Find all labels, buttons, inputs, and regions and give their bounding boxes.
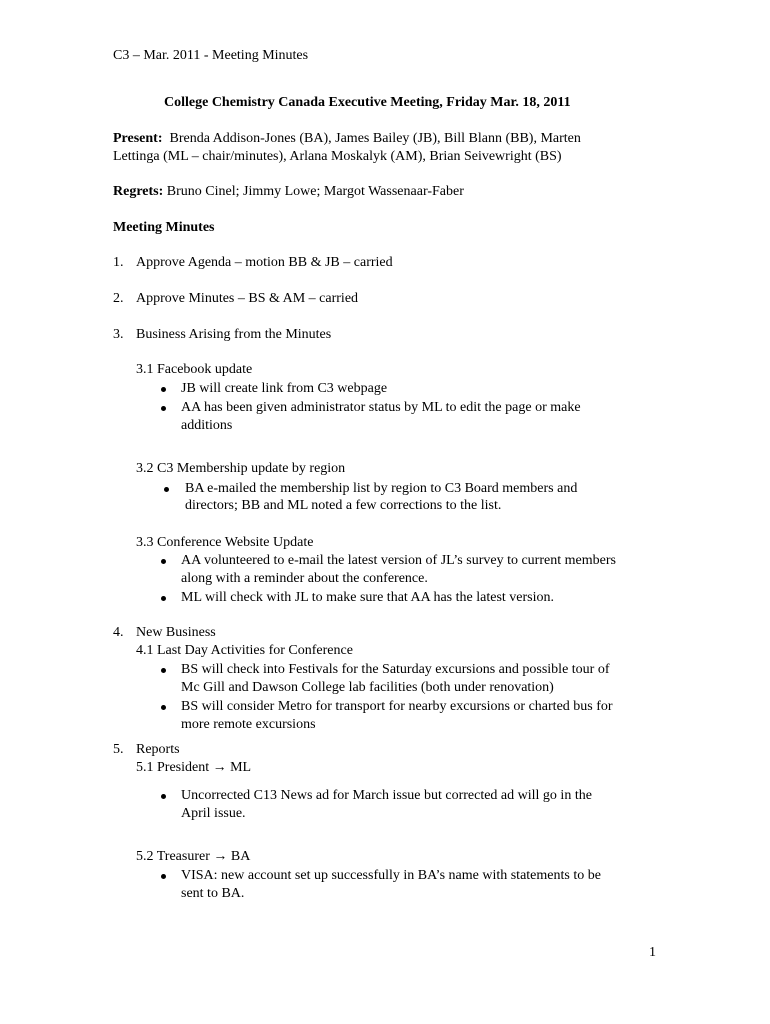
- item-3-text: Business Arising from the Minutes: [136, 327, 332, 342]
- subsection-4-1-heading: 4.1 Last Day Activities for Conference: [136, 643, 353, 658]
- present-names-2: Lettinga (ML – chair/minutes), Arlana Moskalyk (AM), Brian Seivewright (BS): [113, 149, 562, 164]
- subsection-5-1-heading: 5.1 President → ML: [136, 760, 252, 775]
- bullet-icon: [161, 668, 166, 673]
- item-5: 5.: [113, 742, 124, 757]
- bullet-5-2-1-line-1: VISA: new account set up successfully in BA’s name with statements to be: [181, 868, 601, 883]
- present-line-1: [113, 130, 581, 148]
- item-2: 2.: [113, 291, 124, 306]
- bullet-5-1-1-line-1: Uncorrected C13 News ad for March issue but corrected ad will go in the: [181, 788, 592, 803]
- subsection-3-3-heading: 3.3 Conference Website Update: [136, 535, 314, 550]
- bullet-icon: [161, 406, 166, 411]
- regrets-names: Bruno Cinel; Jimmy Lowe; Margot Wassenaar-Faber: [166, 184, 464, 199]
- item-3: 3.: [113, 327, 124, 342]
- bullet-4-1-1-line-1: BS will check into Festivals for the Saturday excursions and possible tour of: [181, 662, 610, 677]
- item-1: 1.: [113, 255, 124, 270]
- bullet-3-2-1-line-2: directors; BB and ML noted a few corrections to the list.: [185, 498, 502, 513]
- bullet-3-3-1-line-1: AA volunteered to e-mail the latest version of JL’s survey to current members: [181, 553, 616, 568]
- bullet-3-1-2-line-2: additions: [181, 418, 233, 433]
- page-number: 1: [649, 945, 656, 960]
- regrets-label: Regrets:: [113, 184, 164, 199]
- item-1-text: Approve Agenda – motion BB & JB – carried: [136, 255, 393, 270]
- bullet-3-3-2: ML will check with JL to make sure that AA has the latest version.: [181, 590, 554, 605]
- bullet-icon: [161, 794, 166, 799]
- document-title: College Chemistry Canada Executive Meeting, Friday Mar. 18, 2011: [164, 95, 571, 110]
- bullet-3-2-1-line-1: BA e-mailed the membership list by region to C3 Board members and: [185, 481, 578, 496]
- item-4-text: New Business: [136, 625, 216, 640]
- bullet-icon: [164, 487, 169, 492]
- regrets-line: [113, 183, 464, 201]
- item-2-text: Approve Minutes – BS & AM – carried: [136, 291, 359, 306]
- present-names-1: Brenda Addison-Jones (BA), James Bailey (JB), Bill Blann (BB), Marten: [169, 131, 581, 146]
- arrow-right-icon: →: [212, 760, 227, 775]
- bullet-icon: [161, 874, 166, 879]
- bullet-5-2-1-line-2: sent to BA.: [181, 886, 245, 901]
- arrow-right-icon: →: [213, 849, 228, 864]
- item-4: 4.: [113, 625, 124, 640]
- bullet-3-1-1: JB will create link from C3 webpage: [181, 381, 388, 396]
- item-5-text: Reports: [136, 742, 180, 757]
- bullet-5-1-1-line-2: April issue.: [181, 806, 246, 821]
- present-label: Present:: [113, 131, 163, 146]
- bullet-3-3-1-line-2: along with a reminder about the conference.: [181, 571, 428, 586]
- bullet-4-1-2-line-2: more remote excursions: [181, 717, 316, 732]
- bullet-icon: [161, 387, 166, 392]
- bullet-4-1-2-line-1: BS will consider Metro for transport for nearby excursions or charted bus for: [181, 699, 613, 714]
- bullet-4-1-1-line-2: Mc Gill and Dawson College lab facilities (both under renovation): [181, 680, 554, 695]
- bullet-icon: [161, 705, 166, 710]
- subsection-3-2-heading: 3.2 C3 Membership update by region: [136, 461, 346, 476]
- bullet-icon: [161, 559, 166, 564]
- running-header: C3 – Mar. 2011 - Meeting Minutes: [113, 48, 309, 63]
- minutes-heading: Meeting Minutes: [113, 220, 215, 235]
- bullet-3-1-2-line-1: AA has been given administrator status by ML to edit the page or make: [181, 400, 581, 415]
- subsection-3-1-heading: 3.1 Facebook update: [136, 362, 253, 377]
- bullet-icon: [161, 596, 166, 601]
- subsection-5-2-heading: 5.2 Treasurer → BA: [136, 849, 251, 864]
